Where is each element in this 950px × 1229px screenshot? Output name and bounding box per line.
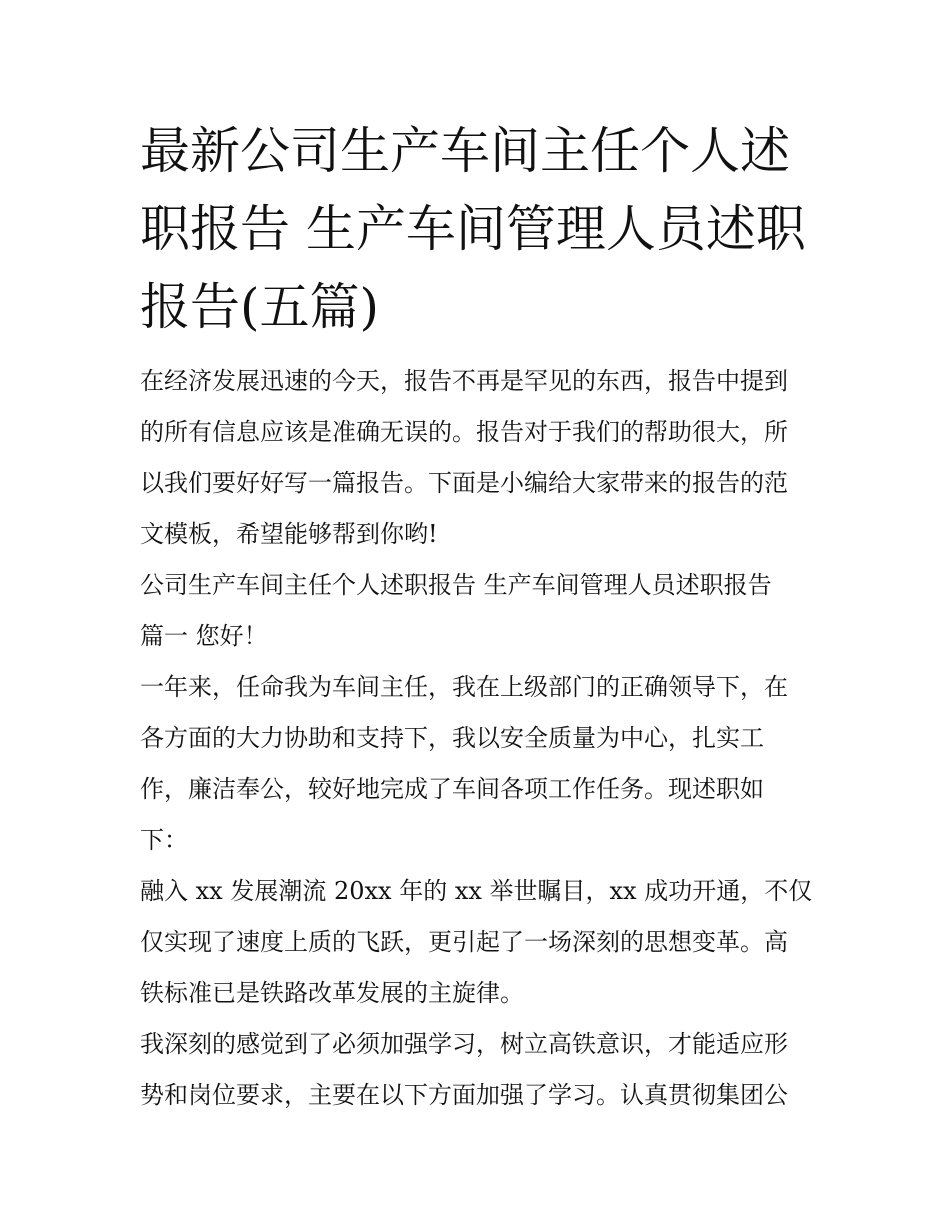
paragraph-line: 仅实现了速度上质的飞跃，更引起了一场深刻的思想变革。高 [140,928,788,956]
paragraph-line: 一年来，任命我为车间主任，我在上级部门的正确领导下，在 [140,673,788,701]
intro-line: 以我们要好好写一篇报告。下面是小编给大家带来的报告的范 [140,469,788,497]
document-title [140,112,820,346]
paragraph-line: 铁标准已是铁路改革发展的主旋律。 [140,979,524,1007]
paragraph-line: 作，廉洁奉公，较好地完成了车间各项工作任务。现述职如 [140,775,764,803]
intro-line: 的所有信息应该是准确无误的。报告对于我们的帮助很大，所 [140,418,788,446]
paragraph-line: 下： [140,826,188,854]
section-heading-line: 篇一 您好！ [140,622,268,650]
title-line: 职报告 生产车间管理人员述职 [140,200,806,258]
section-heading-line: 公司生产车间主任个人述职报告 生产车间管理人员述职报告 [140,571,772,599]
intro-line: 文模板，希望能够帮到你哟! [140,520,438,548]
paragraph-line: 势和岗位要求，主要在以下方面加强了学习。认真贯彻集团公 [140,1081,788,1109]
paragraph-line: 融入 xx 发展潮流 20xx 年的 xx 举世瞩目，xx 成功开通，不仅 [140,877,813,905]
paragraph-line: 我深刻的感觉到了必须加强学习，树立高铁意识，才能适应形 [140,1030,788,1058]
paragraph-line: 各方面的大力协助和支持下，我以安全质量为中心，扎实工 [140,724,764,752]
title-line: 最新公司生产车间主任个人述 [140,122,790,180]
title-line: 报告(五篇) [140,278,380,336]
intro-line: 在经济发展迅速的今天，报告不再是罕见的东西，报告中提到 [140,367,788,395]
document-body [140,356,830,1121]
